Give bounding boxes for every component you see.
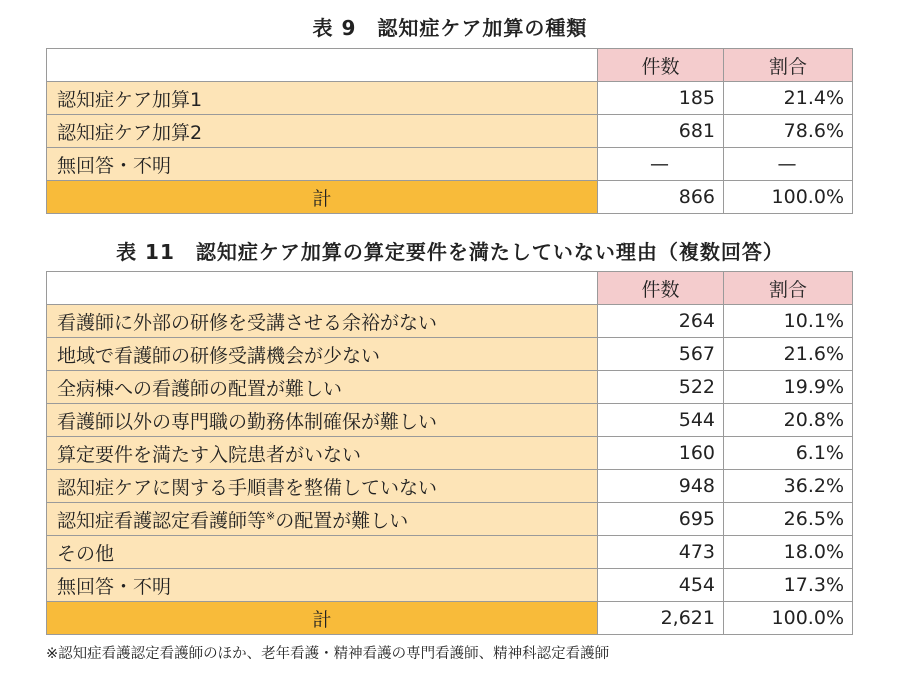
row-label: 看護師以外の専門職の勤務体制確保が難しい — [47, 404, 598, 437]
row-label: 無回答・不明 — [47, 569, 598, 602]
table-row — [47, 115, 853, 148]
table-row — [47, 305, 853, 338]
row-label: 認知症ケア加算1 — [47, 82, 598, 115]
total-ratio: 100.0% — [724, 602, 853, 635]
row-count: — — [598, 148, 724, 181]
row-label: 認知症ケア加算2 — [47, 115, 598, 148]
row-label: 認知症ケアに関する手順書を整備していない — [47, 470, 598, 503]
row-ratio: 20.8% — [724, 404, 853, 437]
table11-total-row — [47, 602, 853, 635]
row-count: 695 — [598, 503, 724, 536]
table11-header-ratio: 割合 — [724, 272, 853, 305]
table-row — [47, 437, 853, 470]
table11-title: 表 11 認知症ケア加算の算定要件を満たしていない理由（複数回答） — [116, 240, 784, 264]
table9-header-count: 件数 — [598, 49, 724, 82]
table-row — [47, 470, 853, 503]
total-ratio: 100.0% — [724, 181, 853, 214]
row-count: 185 — [598, 82, 724, 115]
table-row — [47, 371, 853, 404]
row-ratio: 19.9% — [724, 371, 853, 404]
row-ratio: — — [724, 148, 853, 181]
row-count: 473 — [598, 536, 724, 569]
row-count: 567 — [598, 338, 724, 371]
row-label: 看護師に外部の研修を受講させる余裕がない — [47, 305, 598, 338]
footnote: ※認知症看護認定看護師のほか、老年看護・精神看護の専門看護師、精神科認定看護師 — [46, 646, 610, 662]
row-label: 全病棟への看護師の配置が難しい — [47, 371, 598, 404]
row-count: 948 — [598, 470, 724, 503]
row-label: その他 — [47, 536, 598, 569]
table-row — [47, 148, 853, 181]
row-count: 544 — [598, 404, 724, 437]
row-count: 454 — [598, 569, 724, 602]
row-label: 算定要件を満たす入院患者がいない — [47, 437, 598, 470]
table9-header-ratio: 割合 — [724, 49, 853, 82]
row-count: 681 — [598, 115, 724, 148]
table11-header-count: 件数 — [598, 272, 724, 305]
total-count: 866 — [598, 181, 724, 214]
table11-header-row — [47, 272, 853, 305]
row-ratio: 21.6% — [724, 338, 853, 371]
table11 — [46, 271, 853, 635]
row-ratio: 18.0% — [724, 536, 853, 569]
row-label-suffix: の配置が難しい — [275, 509, 409, 532]
row-label: 無回答・不明 — [47, 148, 598, 181]
table-row — [47, 338, 853, 371]
total-count: 2,621 — [598, 602, 724, 635]
row-ratio: 17.3% — [724, 569, 853, 602]
row-count: 264 — [598, 305, 724, 338]
table9-total-row — [47, 181, 853, 214]
row-label-text: 認知症看護認定看護師等 — [57, 509, 267, 532]
table-row — [47, 569, 853, 602]
row-label: 地域で看護師の研修受講機会が少ない — [47, 338, 598, 371]
row-count: 160 — [598, 437, 724, 470]
row-label — [47, 503, 598, 536]
table9-title: 表 9 認知症ケア加算の種類 — [312, 16, 588, 40]
row-ratio: 78.6% — [724, 115, 853, 148]
table9 — [46, 48, 853, 214]
table-row — [47, 82, 853, 115]
total-label: 計 — [47, 602, 598, 635]
row-count: 522 — [598, 371, 724, 404]
row-ratio: 6.1% — [724, 437, 853, 470]
table-row — [47, 503, 853, 536]
footnote-marker: ※ — [266, 509, 276, 523]
table11-header-blank — [47, 272, 598, 305]
table-row — [47, 404, 853, 437]
row-ratio: 26.5% — [724, 503, 853, 536]
table9-header-row — [47, 49, 853, 82]
row-ratio: 10.1% — [724, 305, 853, 338]
row-ratio: 21.4% — [724, 82, 853, 115]
table-row — [47, 536, 853, 569]
row-ratio: 36.2% — [724, 470, 853, 503]
table9-header-blank — [47, 49, 598, 82]
total-label: 計 — [47, 181, 598, 214]
